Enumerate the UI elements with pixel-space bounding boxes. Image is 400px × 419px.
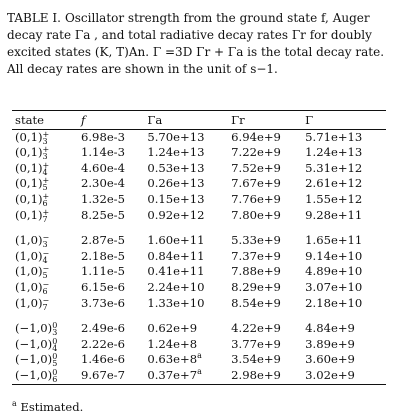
gamma-r-cell: 4.22e+9 bbox=[231, 321, 281, 336]
f-cell: 1.46e-6 bbox=[81, 352, 125, 367]
state-cell bbox=[12, 321, 78, 337]
table-footnote bbox=[12, 400, 83, 414]
state-sup: + bbox=[42, 160, 50, 170]
state-sup: + bbox=[42, 145, 50, 155]
gamma-a-cell: 5.70e+13 bbox=[147, 129, 205, 144]
state-label: (0,1) bbox=[15, 207, 43, 222]
gamma-cell: 4.89e+10 bbox=[305, 264, 363, 279]
state-cell bbox=[12, 249, 78, 265]
state-sup: + bbox=[42, 207, 50, 217]
f-cell: 4.60e-4 bbox=[81, 160, 125, 175]
gamma-r-cell: 7.67e+9 bbox=[231, 176, 281, 191]
gamma-cell: 2.18e+10 bbox=[305, 295, 363, 310]
f-cell: 2.18e-5 bbox=[81, 248, 125, 263]
state-cell bbox=[12, 296, 78, 312]
gamma-cell: 3.60e+9 bbox=[305, 352, 355, 367]
gamma-cell: 5.31e+12 bbox=[305, 160, 363, 175]
state-sub: 4 bbox=[42, 167, 48, 177]
state-sub: 3 bbox=[42, 152, 48, 162]
col-header-state: state bbox=[12, 111, 78, 130]
state-sup: + bbox=[42, 176, 50, 186]
group-gap bbox=[12, 311, 386, 321]
table-row bbox=[12, 368, 386, 384]
f-cell: 1.14e-3 bbox=[81, 145, 125, 160]
gamma-cell: 1.65e+11 bbox=[305, 233, 363, 248]
state-sub: 7 bbox=[42, 214, 48, 224]
gamma-r-cell: 8.29e+9 bbox=[231, 279, 281, 294]
gamma-cell: 2.61e+12 bbox=[305, 176, 363, 191]
group-1 bbox=[12, 223, 386, 311]
state-sub: 4 bbox=[52, 343, 58, 353]
state-cell bbox=[12, 129, 78, 145]
state-sub: 6 bbox=[52, 374, 58, 384]
state-label: (0,1) bbox=[15, 160, 43, 175]
gamma-a-note: a bbox=[197, 351, 202, 361]
f-cell: 6.15e-6 bbox=[81, 279, 125, 294]
state-indices bbox=[52, 369, 57, 383]
state-sup: 0 bbox=[52, 336, 58, 346]
state-sup: − bbox=[42, 248, 50, 258]
table-row bbox=[12, 192, 386, 208]
state-cell bbox=[12, 352, 78, 368]
state-indices bbox=[42, 193, 49, 207]
header-row bbox=[12, 111, 386, 130]
state-indices bbox=[42, 297, 49, 311]
gamma-r-cell: 7.80e+9 bbox=[231, 207, 281, 222]
table-row bbox=[12, 280, 386, 296]
gamma-a-cell: 0.15e+13 bbox=[147, 191, 205, 206]
state-sup: 0 bbox=[52, 321, 58, 331]
gamma-r-cell: 7.88e+9 bbox=[231, 264, 281, 279]
state-cell bbox=[12, 264, 78, 280]
table-row bbox=[12, 176, 386, 192]
gamma-cell: 4.84e+9 bbox=[305, 321, 355, 336]
table-row bbox=[12, 208, 386, 224]
state-indices bbox=[42, 281, 49, 295]
table-row bbox=[12, 249, 386, 265]
state-indices bbox=[52, 322, 57, 336]
state-label: (1,0) bbox=[15, 295, 43, 310]
table-row bbox=[12, 337, 386, 353]
state-indices bbox=[42, 131, 49, 145]
footnote-text: Estimated. bbox=[20, 400, 84, 414]
gamma-cell: 5.71e+13 bbox=[305, 129, 363, 144]
state-label: (−1,0) bbox=[15, 352, 53, 367]
state-sup: + bbox=[42, 129, 50, 139]
gamma-cell: 9.28e+11 bbox=[305, 207, 363, 222]
gamma-a-cell: 1.24e+13 bbox=[147, 145, 205, 160]
state-indices bbox=[42, 177, 49, 191]
state-sub: 5 bbox=[42, 183, 48, 193]
state-label: (0,1) bbox=[15, 191, 43, 206]
state-sub: 3 bbox=[52, 328, 58, 338]
state-sup: 0 bbox=[52, 352, 58, 362]
state-sup: − bbox=[42, 279, 50, 289]
gamma-a-cell: 1.24e+8 bbox=[147, 336, 198, 351]
gamma-r-cell: 3.54e+9 bbox=[231, 352, 281, 367]
state-label: (1,0) bbox=[15, 248, 43, 263]
state-cell bbox=[12, 192, 78, 208]
state-label: (0,1) bbox=[15, 129, 43, 144]
gap-cell bbox=[12, 223, 386, 233]
col-header-gamma-a: Γa bbox=[144, 111, 228, 130]
state-label: (1,0) bbox=[15, 233, 43, 248]
table-row bbox=[12, 161, 386, 177]
state-indices bbox=[42, 209, 49, 223]
state-sup: + bbox=[42, 191, 50, 201]
gamma-a-cell: $0.63e+8^a$ bbox=[147, 351, 202, 367]
state-indices bbox=[42, 250, 49, 264]
gamma-r-cell: 5.33e+9 bbox=[231, 233, 281, 248]
state-indices bbox=[42, 146, 49, 160]
table-row bbox=[12, 352, 386, 368]
state-sub: 5 bbox=[42, 271, 48, 281]
state-indices bbox=[42, 234, 49, 248]
table-row bbox=[12, 321, 386, 337]
state-cell bbox=[12, 368, 78, 384]
state-label: (0,1) bbox=[15, 176, 43, 191]
state-label: (−1,0) bbox=[15, 367, 53, 382]
state-sub: 5 bbox=[52, 359, 58, 369]
state-cell bbox=[12, 161, 78, 177]
gamma-r-cell: 7.22e+9 bbox=[231, 145, 281, 160]
table-row bbox=[12, 264, 386, 280]
state-label: (1,0) bbox=[15, 264, 43, 279]
gamma-r-cell: 2.98e+9 bbox=[228, 368, 302, 384]
state-indices bbox=[42, 265, 49, 279]
gamma-a-cell: 2.24e+10 bbox=[147, 279, 205, 294]
f-cell: 9.67e-7 bbox=[78, 368, 144, 384]
state-sup: − bbox=[42, 233, 50, 243]
state-sub: 3 bbox=[42, 136, 48, 146]
group-0 bbox=[12, 129, 386, 223]
state-label: (−1,0) bbox=[15, 336, 53, 351]
state-indices bbox=[42, 162, 49, 176]
col-header-f: f bbox=[78, 111, 144, 130]
gamma-a-cell: 1.60e+11 bbox=[147, 233, 205, 248]
caption-text: Oscillator strength from the ground state f, Auger decay rate Γa , and total radiative decay rates Γr for doubly excited states (K, T)An. Γ =3D Γr + Γa is the total decay rate. All decay rates are shown in the unit of s−1. bbox=[7, 11, 385, 76]
state-sub: 6 bbox=[42, 198, 48, 208]
gamma-a-cell: 0.84e+11 bbox=[147, 248, 205, 263]
state-label: (1,0) bbox=[15, 279, 43, 294]
group-gap bbox=[12, 223, 386, 233]
state-cell bbox=[12, 280, 78, 296]
state-sub: 7 bbox=[42, 302, 48, 312]
state-sub: 6 bbox=[42, 286, 48, 296]
f-cell: 3.73e-6 bbox=[81, 295, 125, 310]
gamma-a-cell: 0.53e+13 bbox=[147, 160, 205, 175]
state-sub: 4 bbox=[42, 255, 48, 265]
state-indices bbox=[52, 353, 57, 367]
group-2 bbox=[12, 311, 386, 384]
state-indices bbox=[52, 338, 57, 352]
f-cell: 1.11e-5 bbox=[81, 264, 125, 279]
state-cell bbox=[12, 176, 78, 192]
state-cell bbox=[12, 208, 78, 224]
gamma-a-cell: 1.33e+10 bbox=[147, 295, 205, 310]
state-cell bbox=[12, 145, 78, 161]
table-caption bbox=[7, 10, 393, 78]
gamma-r-cell: 3.77e+9 bbox=[231, 336, 281, 351]
table-row bbox=[12, 129, 386, 145]
gamma-a-cell: 0.92e+12 bbox=[147, 207, 205, 222]
state-cell bbox=[12, 337, 78, 353]
gamma-r-cell: 6.94e+9 bbox=[231, 129, 281, 144]
gamma-a-cell: 0.26e+13 bbox=[147, 176, 205, 191]
gamma-cell: 3.89e+9 bbox=[305, 336, 355, 351]
f-cell: 2.49e-6 bbox=[81, 321, 125, 336]
col-header-gamma-r: Γr bbox=[228, 111, 302, 130]
gamma-a-cell: 0.41e+11 bbox=[147, 264, 205, 279]
state-label: (0,1) bbox=[15, 145, 43, 160]
footnote-mark: a bbox=[12, 399, 17, 409]
state-sup: − bbox=[42, 264, 50, 274]
gamma-cell: 1.55e+12 bbox=[305, 191, 363, 206]
gamma-r-cell: 7.76e+9 bbox=[231, 191, 281, 206]
gamma-r-cell: 8.54e+9 bbox=[231, 295, 281, 310]
table-label: TABLE I. bbox=[7, 11, 61, 25]
f-cell: 1.32e-5 bbox=[81, 191, 125, 206]
gamma-a-cell: 0.62e+9 bbox=[147, 321, 198, 336]
state-sub: 3 bbox=[42, 240, 48, 250]
decay-rate-table bbox=[12, 110, 386, 385]
table-row bbox=[12, 145, 386, 161]
gamma-r-cell: 7.37e+9 bbox=[231, 248, 281, 263]
gamma-cell: 3.07e+10 bbox=[305, 279, 363, 294]
f-cell: 2.87e-5 bbox=[81, 233, 125, 248]
gamma-cell: 9.14e+10 bbox=[305, 248, 363, 263]
f-cell: 8.25e-5 bbox=[81, 207, 125, 222]
table-row bbox=[12, 296, 386, 312]
f-cell: 6.98e-3 bbox=[81, 129, 125, 144]
f-cell: 2.22e-6 bbox=[81, 336, 125, 351]
col-header-gamma: Γ bbox=[302, 111, 386, 130]
table-row bbox=[12, 233, 386, 249]
state-sup: − bbox=[42, 295, 50, 305]
gamma-a-note: a bbox=[197, 367, 202, 377]
state-sup: 0 bbox=[52, 367, 58, 377]
state-label: (−1,0) bbox=[15, 321, 53, 336]
f-cell: 2.30e-4 bbox=[81, 176, 125, 191]
gamma-a-cell: $0.37e+7^a$ bbox=[144, 368, 228, 384]
gamma-cell: 3.02e+9 bbox=[302, 368, 386, 384]
state-cell bbox=[12, 233, 78, 249]
gap-cell bbox=[12, 311, 386, 321]
gamma-cell: 1.24e+13 bbox=[305, 145, 363, 160]
gamma-r-cell: 7.52e+9 bbox=[231, 160, 281, 175]
